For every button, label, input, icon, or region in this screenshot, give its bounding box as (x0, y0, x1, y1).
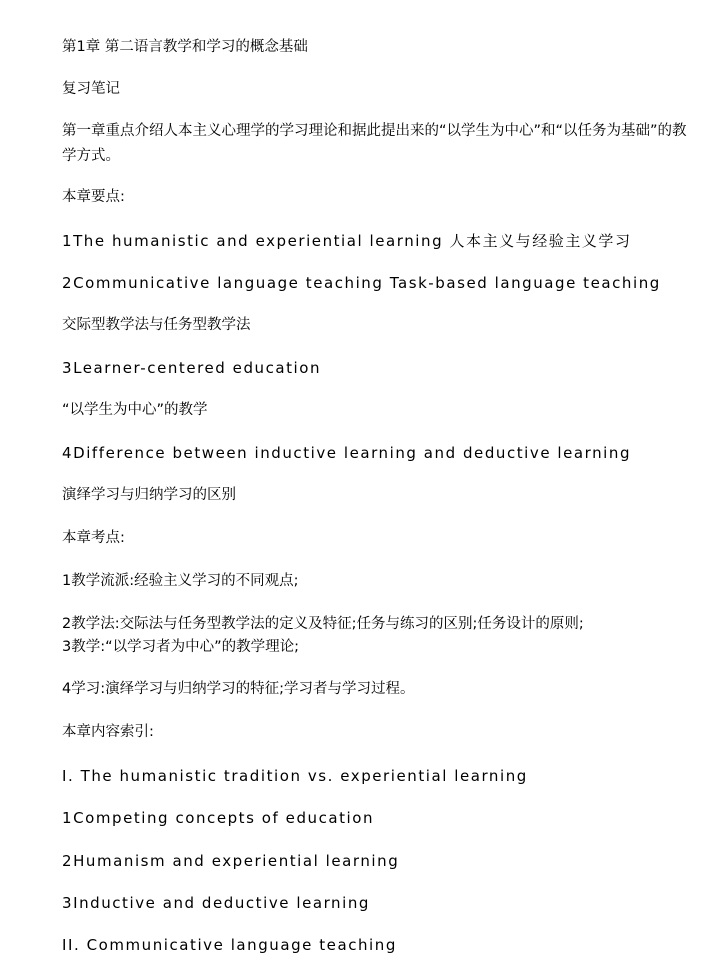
key-point-item: 3Learner-centered education (62, 359, 322, 377)
review-notes-heading: 复习笔记 (62, 81, 120, 97)
key-point-item: “以学生为中心”的教学 (62, 402, 208, 418)
chapter-title: 第1章 第二语言教学和学习的概念基础 (62, 39, 308, 55)
exam-point-item: 3教学:“以学习者为中心”的教学理论; (62, 639, 300, 655)
key-point-item: 交际型教学法与任务型教学法 (62, 317, 251, 333)
intro-paragraph: 第一章重点介绍人本主义心理学的学习理论和据此提出来的“以学生为中心”和“以任务为基础”的教学方式。 (62, 123, 687, 164)
key-points-heading: 本章要点: (62, 189, 125, 205)
content-index-item: I. The humanistic tradition vs. experiential learning (62, 767, 528, 785)
content-index-item: II. Communicative language teaching (62, 936, 397, 954)
content-index-heading: 本章内容索引: (62, 724, 154, 740)
key-point-item: 2Communicative language teaching Task-based language teaching (62, 274, 661, 292)
exam-point-item: 4学习:演绎学习与归纳学习的特征;学习者与学习过程。 (62, 681, 415, 697)
key-point-item: 演绎学习与归纳学习的区别 (62, 487, 236, 503)
exam-point-item: 2教学法:交际法与任务型教学法的定义及特征;任务与练习的区别;任务设计的原则; (62, 616, 584, 632)
exam-point-item: 1教学流派:经验主义学习的不同观点; (62, 573, 299, 589)
key-point-item: 1The humanistic and experiential learning 人本主义与经验主义学习 (62, 232, 632, 250)
key-point-item: 4Difference between inductive learning and deductive learning (62, 444, 632, 462)
content-index-item: 1Competing concepts of education (62, 809, 375, 827)
exam-points-heading: 本章考点: (62, 530, 125, 546)
content-index-item: 2Humanism and experiential learning (62, 852, 400, 870)
content-index-item: 3Inductive and deductive learning (62, 894, 370, 912)
